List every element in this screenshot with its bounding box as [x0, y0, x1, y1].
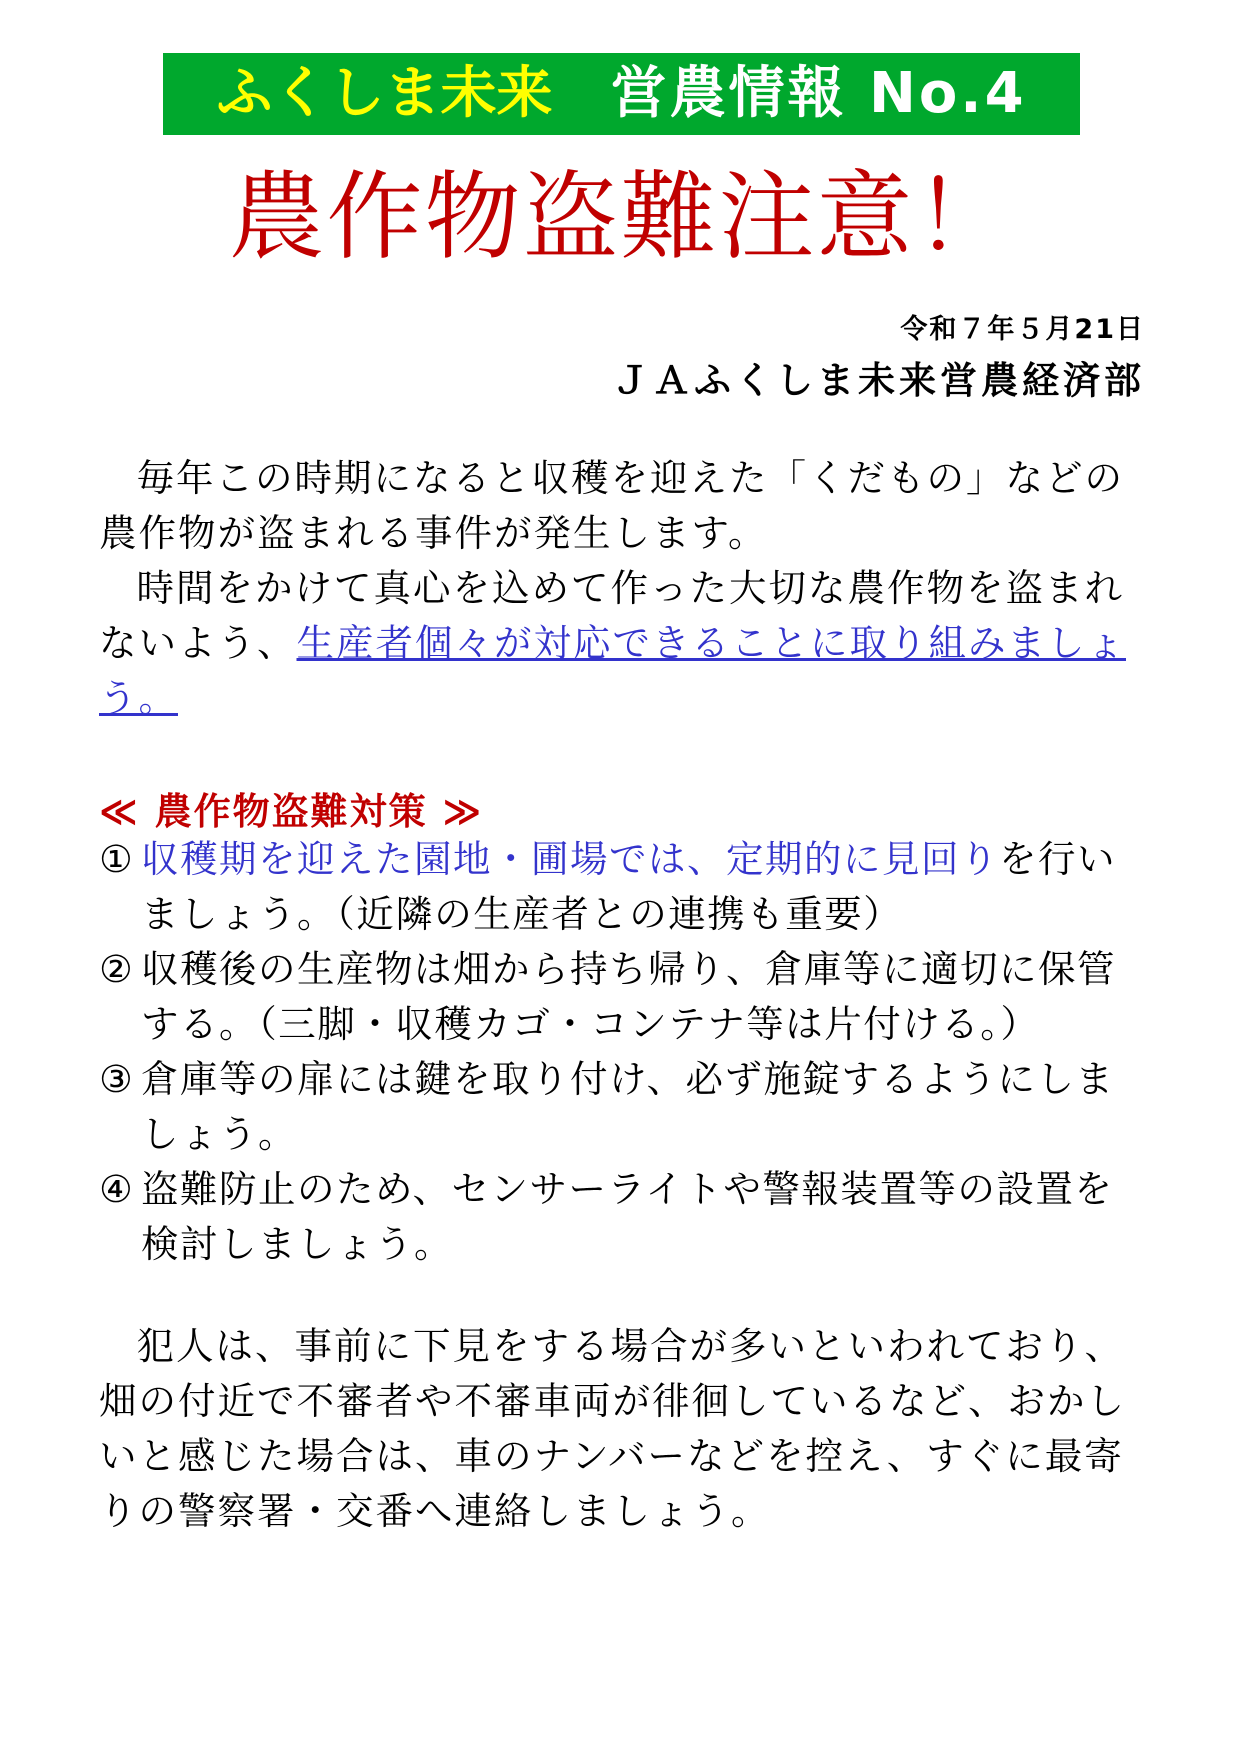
- intro-link[interactable]: 生産者個々が対応できることに取り組みましょう。: [99, 621, 1126, 720]
- measures-heading: ≪ 農作物盗難対策 ≫: [99, 790, 484, 833]
- intro-paragraph-2-text: 時間をかけて真心を込めて作った大切な農作物を盗まれないよう、: [99, 566, 1124, 665]
- list-item-text: 倉庫等の扉には鍵を取り付け、必ず施錠するようにしましょう。: [141, 1057, 1115, 1156]
- list-item-text: 盗難防止のため、センサーライトや警報装置等の設置を検討しましょう。: [141, 1167, 1114, 1266]
- list-item-highlight: 収穫期を迎えた園地・圃場では、定期的に見回り: [141, 837, 999, 881]
- list-item-body: [141, 832, 1149, 942]
- intro-section: [99, 451, 1149, 726]
- issuing-department: ＪＡふくしま未来営農経済部: [612, 359, 1145, 402]
- intro-paragraph-2: [99, 561, 1149, 726]
- list-item-number: ①: [99, 837, 135, 881]
- banner-title: 営農情報 No.4: [610, 61, 1027, 126]
- list-item: [99, 832, 1149, 942]
- list-item-number: ③: [99, 1057, 135, 1101]
- closing-paragraph: 犯人は、事前に下見をする場合が多いといわれており、畑の付近で不審者や不審車両が徘徊しているなど、おかしいと感じた場合は、車のナンバーなどを控え、すぐに最寄りの警察署・交番へ連絡しましょう。: [99, 1324, 1126, 1533]
- measures-list: [99, 832, 1149, 1272]
- list-item-text: を行いましょう。（近隣の生産者との連携も重要）: [141, 837, 1116, 936]
- closing-section: [99, 1319, 1149, 1539]
- list-item-number: ②: [99, 947, 135, 991]
- list-item-text: 収穫後の生産物は畑から持ち帰り、倉庫等に適切に保管する。（三脚・収穫カゴ・コンテナ等は片付ける。）: [141, 947, 1116, 1046]
- issue-date: 令和７年５月21日: [900, 314, 1145, 345]
- intro-paragraph-1: 毎年この時期になると収穫を迎えた「くだもの」などの農作物が盗まれる事件が発生します。: [99, 456, 1124, 555]
- list-item: [99, 1052, 1149, 1162]
- list-item: [99, 942, 1149, 1052]
- title-banner: [163, 53, 1080, 135]
- list-item-number: ④: [99, 1167, 135, 1211]
- banner-brand: ふくしま未来: [216, 61, 553, 126]
- page-headline: 農作物盗難注意！: [228, 161, 1013, 273]
- list-item: [99, 1162, 1149, 1272]
